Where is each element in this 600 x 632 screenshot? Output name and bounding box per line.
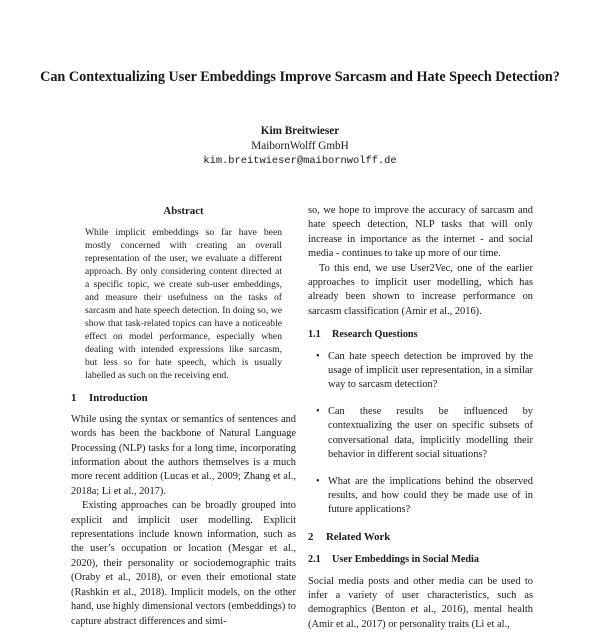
section-title: Related Work (326, 530, 391, 543)
research-questions-list (308, 350, 533, 518)
author-email: kim.breitwieser@maibornwolff.de (203, 155, 397, 167)
list-item: • What are the implications behind the observed results, and how could they be made use of in future applications? (316, 475, 533, 516)
section-heading-research-questions (308, 328, 533, 342)
bullet-icon: • (316, 350, 320, 362)
author-affiliation: MaibornWolff GmbH (251, 140, 349, 152)
section-number: 1 (71, 392, 77, 405)
left-column (71, 204, 296, 629)
intro-paragraph-2: Existing approaches can be broadly grouped into explicit and implicit user modelling. Explicit representations include known information, such as the user’s occupation or location (Mesgar et al., 2020), their personality or sociodemographic traits (Oraby et al., 2018), or even their emotional state (Rashkin et al., 2018). Implicit models, on the other hand, use highly dimensional vectors (embeddings) to capture abstract differences and simi- (71, 500, 296, 627)
right-paragraph-2: To this end, we use User2Vec, one of the earlier approaches to implicit user modelling, which has already been shown to increase performance on sarcasm classification (Amir et al., 2016). (308, 262, 533, 317)
social-media-paragraph: Social media posts and other media can be used to infer a variety of user characteristics, such as demographics (Benton et al., 2016), mental health (Amir et al., 2017) or personality traits (Li et al., (308, 575, 533, 630)
bullet-icon: • (316, 405, 320, 417)
section-title: User Embeddings in Social Media (332, 554, 479, 566)
abstract-heading: Abstract (163, 205, 204, 217)
intro-paragraph-1: While using the syntax or semantics of sentences and words has been the backbone of Natural Language Processing (NLP) tasks for a long time, incorporating information about the authors themselves is a much more recent addition (Lucas et al., 2009; Zhang et al., 2018a; Li et al., 2017). (71, 413, 296, 497)
section-heading-related-work (308, 530, 533, 544)
section-title: Introduction (89, 392, 148, 405)
abstract-text: While implicit embeddings so far have been mostly concerned with creating an overall representation of the user, we evaluate a different approach. By only considering content directed at a specific topic, we create sub-user embeddings, and measure their usefulness on the tasks of sarcasm and hate speech detection. In doing so, we show that task-related topics can have a noticeable effect on model performance, especially when dealing with intended expressions like sarcasm, but less so for hate speech, which is usually labelled as such on the receiving end. (85, 227, 282, 382)
right-column (308, 204, 533, 632)
section-title: Research Questions (332, 329, 418, 341)
section-heading-user-embeddings (308, 553, 533, 567)
section-number: 2.1 (308, 554, 321, 566)
right-paragraph-1: so, we hope to improve the accuracy of sarcasm and hate speech detection, NLP tasks that will only increase in importance as the internet - and social media - continues to take up more of our time. (308, 205, 533, 260)
list-item: • Can hate speech detection be improved by the usage of implicit user representation, in a similar way to sarcasm detection? (316, 350, 533, 391)
section-number: 1.1 (308, 329, 321, 341)
list-item: • Can these results be influenced by contextualizing the user on specific subsets of conversational data, implicitly modelling their behavior in different social situations? (316, 405, 533, 461)
author-block (100, 124, 500, 169)
bullet-icon: • (316, 475, 320, 487)
section-heading-introduction (71, 391, 296, 405)
author-name: Kim Breitwieser (260, 125, 340, 137)
section-number: 2 (308, 530, 314, 543)
paper-title: Can Contextualizing User Embeddings Improve Sarcasm and Hate Speech Detection? (40, 69, 560, 85)
